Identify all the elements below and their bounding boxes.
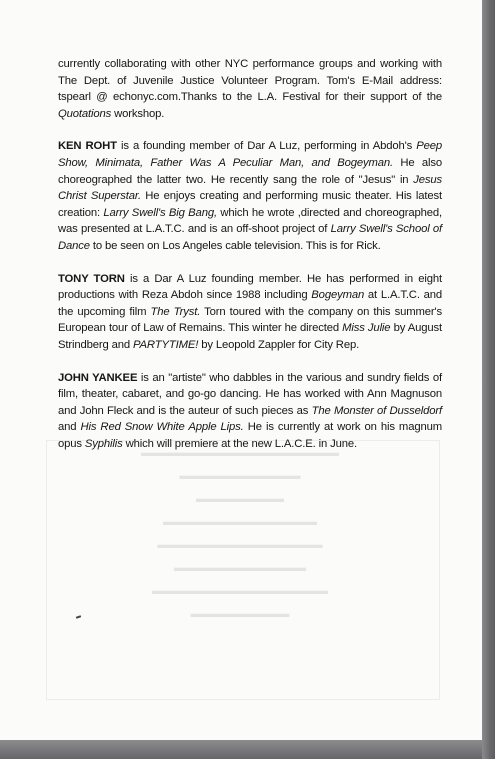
show-through-text: ▬▬▬▬▬▬▬▬▬▬▬▬▬▬▬▬▬▬ ▬▬▬▬▬▬▬▬▬▬▬ ▬▬▬▬▬▬▬▬ ▬▬▬▬▬▬▬▬▬▬▬▬▬▬ ▬▬▬▬▬▬▬▬▬▬▬▬▬▬▬ ▬▬▬▬▬▬▬▬▬▬▬▬ ▬▬▬▬▬▬▬▬▬▬▬▬▬▬▬▬ ▬▬▬▬▬▬▬▬▬ xyxy=(141,447,339,620)
title-text: Jesus Christ Superstar. xyxy=(58,173,442,203)
body-text: Torn toured with the company on this summer's European tour of Law of Remains. This winter he directed xyxy=(58,305,442,335)
title-text: His Red Snow White Apple Lips. xyxy=(80,421,244,434)
body-text: and xyxy=(58,421,81,434)
title-text: The Tryst. xyxy=(150,305,201,318)
bio-paragraph-tony-torn xyxy=(58,271,442,354)
title-text: Miss Julie xyxy=(342,322,391,335)
person-name: KEN ROHT xyxy=(58,140,117,153)
page-edge-right xyxy=(482,0,495,759)
body-text: He enjoys creating and performing music theater. His latest creation: xyxy=(58,190,442,219)
title-text: The Monster of Dusseldorf xyxy=(311,404,442,417)
body-text: by August Strindberg and xyxy=(58,322,442,351)
person-name: TONY TORN xyxy=(58,272,125,285)
stray-ink-mark xyxy=(76,615,81,619)
body-text: workshop. xyxy=(111,107,165,120)
page-edge-bottom xyxy=(0,740,482,759)
bio-paragraph-john-yankee xyxy=(58,370,442,453)
body-text: currently collaborating with other NYC performance groups and working with The Dept. of Juvenile Justice Volunteer Program. Tom's E-Mail address: tspearl @ echonyc.com.Thanks to the L.A. Festival for their support of the xyxy=(58,58,442,104)
body-text: to be seen on Los Angeles cable television. This is for Rick. xyxy=(89,239,381,252)
bio-paragraph-ken-roht xyxy=(58,138,442,254)
body-text: which he wrote ,directed and choreographed, was presented at L.A.T.C. and is an off-shoot project of xyxy=(58,206,443,236)
title-text: PARTYTIME! xyxy=(133,338,199,351)
title-text: Peep Show, Minimata, Father Was A Peculiar Man, and Bogeyman. xyxy=(58,140,442,169)
body-text: at L.A.T.C. and the upcoming film xyxy=(58,289,443,318)
title-text: Quotations xyxy=(58,107,112,120)
bio-text-column xyxy=(58,56,442,468)
body-text: He also choreographed the latter two. He recently sang the role of "Jesus" in xyxy=(58,156,443,186)
body-text: is an "artiste" who dabbles in the various and sundry fields of film, theater, cabaret, and go-go dancing. He has worked with Ann Magnuson and John Fleck and is the auteur of such pieces as xyxy=(58,371,442,417)
body-text: is a founding member of Dar A Luz, performing in Abdoh's xyxy=(116,140,417,153)
title-text: Larry Swell's School of Dance xyxy=(58,223,442,252)
body-text: which will premiere at the new L.A.C.E. in June. xyxy=(122,437,358,450)
bio-paragraph-continuation xyxy=(58,56,442,122)
title-text: Bogeyman xyxy=(311,289,365,302)
body-text: by Leopold Zappler for City Rep. xyxy=(198,338,360,351)
body-text: He is currently at work on his magnum opus xyxy=(58,421,442,450)
title-text: Syphilis xyxy=(84,437,123,450)
person-name: JOHN YANKEE xyxy=(58,371,138,384)
show-through-frame xyxy=(46,437,440,700)
body-text: is a Dar A Luz founding member. He has performed in eight productions with Reza Abdoh since 1988 including xyxy=(58,272,442,302)
title-text: Larry Swell's Big Bang, xyxy=(103,206,217,219)
